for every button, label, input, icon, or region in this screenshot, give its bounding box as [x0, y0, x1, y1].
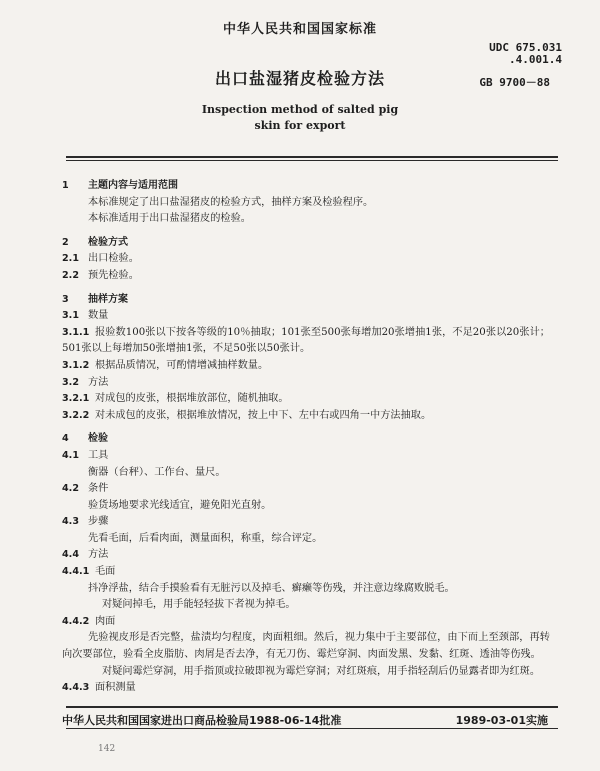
paragraph: 先看毛面，后看肉面，测量面积，称重，综合评定。 — [88, 532, 323, 544]
header-divider-thin — [66, 160, 558, 161]
paragraph: 本标准规定了出口盐湿猪皮的检验方式，抽样方案及检验程序。 — [88, 196, 374, 208]
english-title-line-2: skin for export — [254, 119, 346, 132]
clause-3-1-1: 3.1.1 报验数100张以下按各等级的10％抽取；101张至500张每增加20张增抽1张，不足20张以20张计；501张以上每增加50张增抽1张，不足50张以50张计。 — [62, 326, 550, 355]
english-title-line-1: Inspection method of salted pig — [201, 103, 399, 116]
clause-4-2: 4.2 条件 — [62, 483, 109, 495]
clause-3-2-2: 3.2.2 对未成包的皮张，根据堆放情况，按上中下、左中右或四角一中方法抽取。 — [62, 409, 432, 421]
paragraph: 验货场地要求光线适宜，避免阳光直射。 — [88, 499, 272, 511]
clause-2-2: 2.2 预先检验。 — [62, 269, 139, 281]
clause-4-4-1: 4.4.1 毛面 — [62, 566, 116, 578]
footer-bottom-divider — [66, 728, 558, 729]
document-body — [62, 178, 552, 697]
paragraph: 对疑问掉毛，用手能轻轻拔下者视为掉毛。 — [102, 599, 296, 611]
clause-3-1: 3.1 数量 — [62, 310, 109, 322]
clause-4-4: 4.4 方法 — [62, 549, 109, 561]
section-2-heading: 2 检验方式 — [62, 236, 128, 248]
clause-2-1: 2.1 出口检验。 — [62, 253, 139, 265]
paragraph: 先验视皮形是否完整，盐渍均匀程度，肉面粗细。然后，视力集中于主要部位，由下而上至颈部，再转向次要部位，验看全皮脂肪、肉屑是否去净，有无刀伤、霉烂穿洞、肉面发黑、发黏、红斑、透油等伤残。 — [62, 632, 550, 661]
english-title — [0, 102, 600, 134]
clause-4-4-3: 4.4.3 面积测量 — [62, 682, 136, 694]
gb-number: GB 9700－88 — [479, 76, 550, 89]
document-title: 出口盐湿猪皮检验方法 — [214, 69, 385, 88]
clause-3-1-2: 3.1.2 根据品质情况，可酌情增减抽样数量。 — [62, 359, 269, 371]
section-3-heading: 3 抽样方案 — [62, 293, 128, 305]
clause-4-3: 4.3 步骤 — [62, 516, 109, 528]
udc-line-2: .4.001.4 — [509, 53, 562, 66]
clause-3-2-1: 3.2.1 对成包的皮张，根据堆放部位，随机抽取。 — [62, 393, 289, 405]
paragraph: 本标准适用于出口盐湿猪皮的检验。 — [88, 213, 251, 225]
paragraph: 衡器（台秤）、工作台、量尺。 — [88, 466, 226, 478]
section-1-heading: 1 主题内容与适用范围 — [62, 180, 178, 191]
standard-header: 中华人民共和国国家标准 — [222, 22, 377, 37]
header-divider — [66, 156, 558, 158]
udc-code — [489, 42, 562, 66]
paragraph: 抖净浮盐，结合手摸验看有无脏污以及掉毛、癣癞等伤残，并注意边缘腐败脱毛。 — [88, 582, 455, 594]
udc-line-1: UDC 675.031 — [489, 41, 562, 54]
section-4-heading: 4 检验 — [62, 433, 108, 445]
clause-3-2: 3.2 方法 — [62, 376, 109, 388]
clause-4-4-2: 4.4.2 肉面 — [62, 615, 116, 627]
footer-divider — [66, 706, 558, 708]
paragraph: 对疑问霉烂穿洞，用手指顶或拉破即视为霉烂穿洞；对红斑痕，用手指轻刮后仍显露者即为红斑。 — [102, 665, 541, 677]
page-number: 142 — [98, 744, 116, 754]
effective-date: 1989-03-01实施 — [455, 714, 548, 727]
approval-note: 中华人民共和国国家进出口商品检验局1988-06-14批准 — [62, 714, 342, 727]
clause-4-1: 4.1 工具 — [62, 449, 109, 461]
